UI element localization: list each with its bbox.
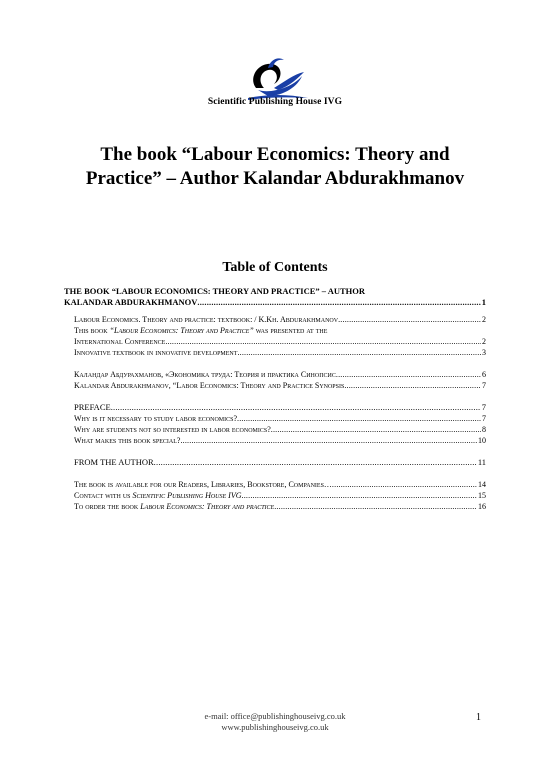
toc-entry[interactable]: [64, 314, 486, 325]
toc-page-number: 7: [481, 402, 486, 412]
toc-page-number: 2: [482, 315, 486, 324]
toc-entry[interactable]: [64, 380, 486, 391]
toc-entry[interactable]: [64, 435, 486, 446]
toc-entry[interactable]: [64, 369, 486, 380]
toc-page-number: 10: [478, 436, 486, 445]
toc-entry-text: International Conference: [74, 337, 166, 346]
toc-entry-italic: Scientific Publishing House IVG: [132, 491, 242, 500]
toc-entry-text: The book is available for our Readers, Libraries, Bookstore, Companies…: [74, 480, 332, 489]
toc-leader: [336, 369, 481, 380]
toc-page-number: 2: [482, 337, 486, 346]
toc-leader: [154, 457, 477, 468]
toc-leader: [197, 297, 480, 308]
table-of-contents: [64, 286, 486, 512]
toc-page-number: 11: [477, 457, 486, 467]
page-number: 1: [476, 712, 481, 723]
toc-page-number: 8: [482, 425, 486, 434]
toc-leader: [242, 490, 477, 501]
toc-entry-italic: “Labour Economics: Theory and Practice”: [109, 326, 254, 335]
toc-leader: [332, 479, 477, 490]
toc-leader: [338, 314, 481, 325]
toc-entry-text: This book: [74, 326, 110, 335]
toc-page-number: 15: [478, 491, 486, 500]
publisher-name: Scientific Publishing House IVG: [207, 97, 343, 107]
toc-entry[interactable]: [64, 501, 486, 512]
toc-entry[interactable]: [64, 413, 486, 424]
toc-entry[interactable]: [64, 325, 486, 347]
toc-leader: [237, 347, 481, 358]
toc-leader: [237, 413, 481, 424]
toc-leader: [274, 501, 477, 512]
toc-page-number: 7: [482, 381, 486, 390]
toc-page-number: 14: [478, 480, 486, 489]
toc-leader: [180, 435, 477, 446]
toc-entry-text: Why is it necessary to study labor economics?: [74, 414, 238, 423]
toc-main-line-2: KALANDAR ABDURAKHMANOV: [64, 297, 198, 307]
toc-entry-text: Contact with us: [74, 491, 133, 500]
toc-entry-text: Innovative textbook in innovative development: [74, 348, 238, 357]
toc-leader: [111, 402, 481, 413]
toc-entry-main[interactable]: [64, 286, 486, 308]
toc-page-number: 16: [478, 502, 486, 511]
toc-entry-text: What makes this book special?: [74, 436, 181, 445]
toc-entry-text: Labour Economics. Theory and practice: textbook: / K.Kh. Abdurakhmanov: [74, 315, 339, 324]
toc-entry-preface[interactable]: [64, 402, 486, 413]
toc-entry[interactable]: [64, 347, 486, 358]
toc-leader: [165, 336, 481, 347]
toc-entry-text: Kalandar Abdurakhmanov, “Labor Economics: Theory and Practice Synopsis: [74, 381, 345, 390]
toc-page-number: 3: [482, 348, 486, 357]
book-title: [60, 143, 490, 191]
toc-heading: Table of Contents: [222, 260, 328, 275]
footer-website-link[interactable]: www.publishinghouseivg.co.uk: [221, 722, 329, 732]
book-title-line-1: The book “Labour Economics: Theory and: [100, 144, 450, 165]
toc-entry[interactable]: [64, 490, 486, 501]
toc-entry-text: Каландар Абдурахманов, «Экономика труда: Теория и практика Синопсис: [74, 370, 336, 379]
toc-entry-text: was presented at the: [253, 326, 328, 335]
toc-leader: [271, 424, 481, 435]
toc-page-number: 6: [482, 370, 486, 379]
toc-entry-italic: Labour Economics: Theory and practice: [140, 502, 275, 511]
footer-email-link[interactable]: e-mail: office@publishinghouseivg.co.uk: [204, 711, 346, 721]
toc-entry-text: To order the book: [74, 502, 141, 511]
toc-entry-from-author[interactable]: [64, 457, 486, 468]
toc-leader: [344, 380, 481, 391]
toc-entry[interactable]: [64, 479, 486, 490]
toc-entry-text: Why are students not so interested in labor economics?: [74, 425, 271, 434]
toc-entry[interactable]: [64, 424, 486, 435]
toc-page-number: 7: [482, 414, 486, 423]
toc-entry-text: FROM THE AUTHOR: [74, 457, 154, 467]
page-footer: [0, 711, 550, 733]
toc-page-number: 1: [481, 297, 486, 307]
toc-entry-text: PREFACE: [74, 402, 111, 412]
toc-main-line-1: THE BOOK “LABOUR ECONOMICS: THEORY AND PRACTICE” – AUTHOR: [64, 286, 366, 296]
book-title-line-2: Practice” – Author Kalandar Abdurakhmanov: [85, 168, 465, 189]
